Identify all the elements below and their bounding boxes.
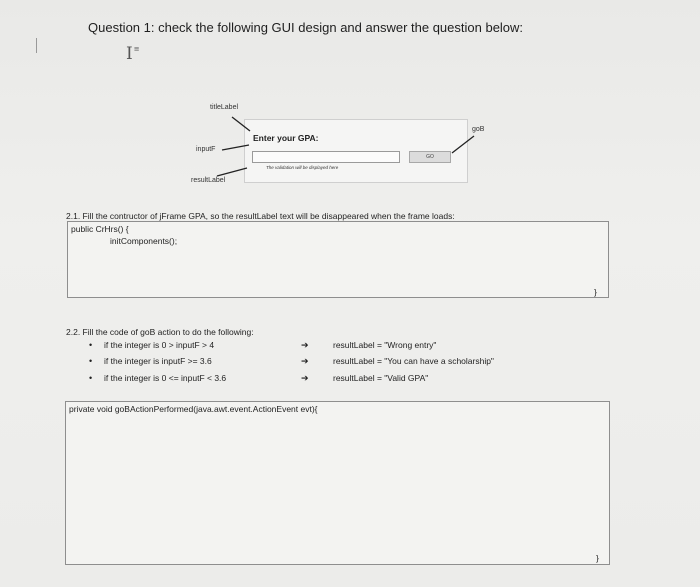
- code-method-signature: private void goBActionPerformed(java.awt.event.ActionEvent evt){: [69, 404, 318, 414]
- bullet-1: •: [89, 340, 93, 350]
- text-cursor-icon: I≡: [126, 44, 140, 64]
- go-button[interactable]: GO: [409, 151, 451, 163]
- pointer-input: [222, 145, 249, 150]
- arrow-icon: ➔: [301, 356, 309, 366]
- closing-brace-2: }: [596, 553, 599, 563]
- rule-condition-2: if the integer is inputF >= 3.6: [104, 356, 212, 366]
- arrow-icon: ➔: [301, 373, 309, 383]
- result-label-text: The validation will be displayed here: [266, 165, 339, 170]
- code-constructor-line: public CrHrs() {: [71, 224, 129, 234]
- annotation-result-label: resultLabel: [191, 177, 226, 184]
- bullet-3: •: [89, 373, 93, 383]
- rule-result-1: resultLabel = "Wrong entry": [333, 340, 437, 350]
- bullet-2: •: [89, 356, 93, 366]
- rule-condition-3: if the integer is 0 <= inputF < 3.6: [104, 373, 227, 383]
- question-title: Question 1: check the following GUI design and answer the question below:: [88, 20, 524, 35]
- annotation-input-field: inputF: [196, 146, 216, 153]
- code-init-line: initComponents();: [110, 236, 178, 246]
- answer-box-2[interactable]: [65, 401, 610, 565]
- pointer-title: [232, 117, 250, 131]
- pointer-result: [217, 168, 247, 176]
- rule-result-3: resultLabel = "Valid GPA": [333, 373, 429, 383]
- answer-box-1[interactable]: [67, 221, 609, 298]
- rule-condition-1: if the integer is 0 > inputF > 4: [104, 340, 215, 350]
- annotation-title-label: titleLabel: [210, 104, 239, 111]
- annotation-go-button: goB: [472, 126, 485, 133]
- rule-result-2: resultLabel = "You can have a scholarship": [333, 356, 494, 366]
- closing-brace-1: }: [594, 287, 597, 297]
- gpa-prompt-label: Enter your GPA:: [253, 133, 319, 143]
- part1-heading: 2.1. Fill the contructor of jFrame GPA, so the resultLabel text will be disappeared when the frame loads:: [66, 211, 455, 221]
- arrow-icon: ➔: [301, 340, 309, 350]
- pointer-gob: [452, 136, 474, 153]
- part2-heading: 2.2. Fill the code of goB action to do the following:: [66, 327, 254, 337]
